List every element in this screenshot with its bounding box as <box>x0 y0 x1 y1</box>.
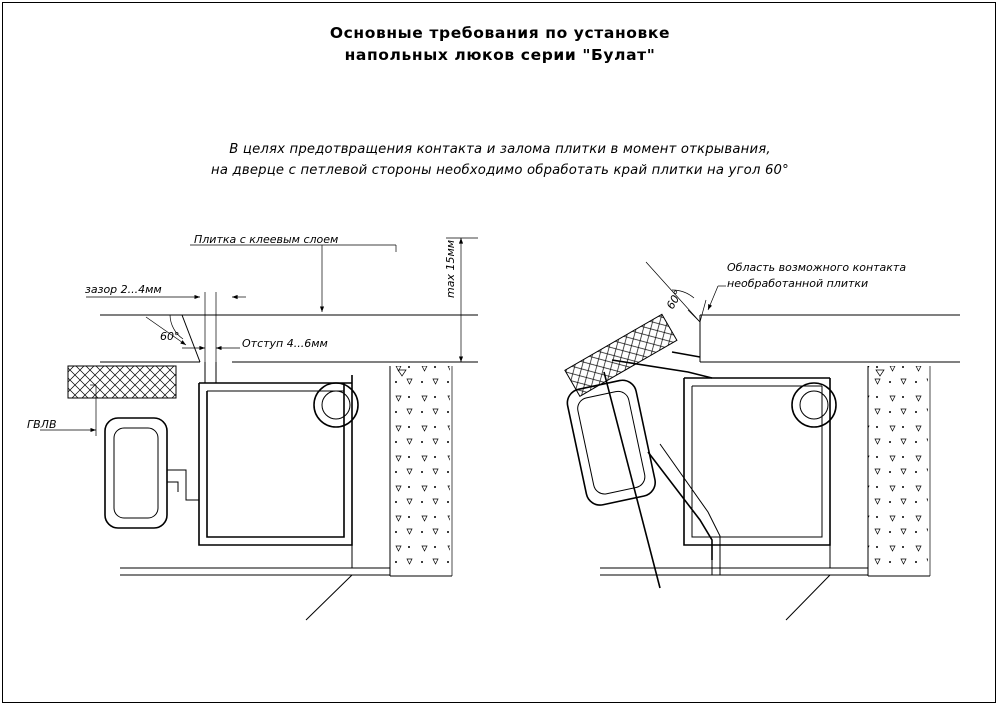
page-subtitle-line-2: на дверце с петлевой стороны необходимо обработать край плитки на угол 60° <box>211 163 789 178</box>
page-subtitle-line-1: В целях предотвращения контакта и залома плитки в момент открывания, <box>229 142 771 157</box>
right-diagram-group <box>565 262 960 620</box>
label-angle-left: 60° <box>160 330 180 343</box>
page-title-line-1: Основные требования по установке <box>329 24 671 42</box>
label-tile-with-adhesive: Плитка с клеевым слоем <box>194 233 339 246</box>
page-title-line-2: напольных люков серии "Булат" <box>344 46 656 64</box>
label-max-height: max 15мм <box>444 239 457 298</box>
label-offset: Отступ 4...6мм <box>242 337 328 350</box>
label-gvlv: ГВЛВ <box>27 418 57 431</box>
label-gap: зазор 2...4мм <box>85 283 162 296</box>
label-angle-right: 60° <box>664 288 686 312</box>
label-contact-area-line-1: Область возможного контакта <box>727 261 907 274</box>
label-contact-area-line-2: необработанной плитки <box>727 277 869 290</box>
